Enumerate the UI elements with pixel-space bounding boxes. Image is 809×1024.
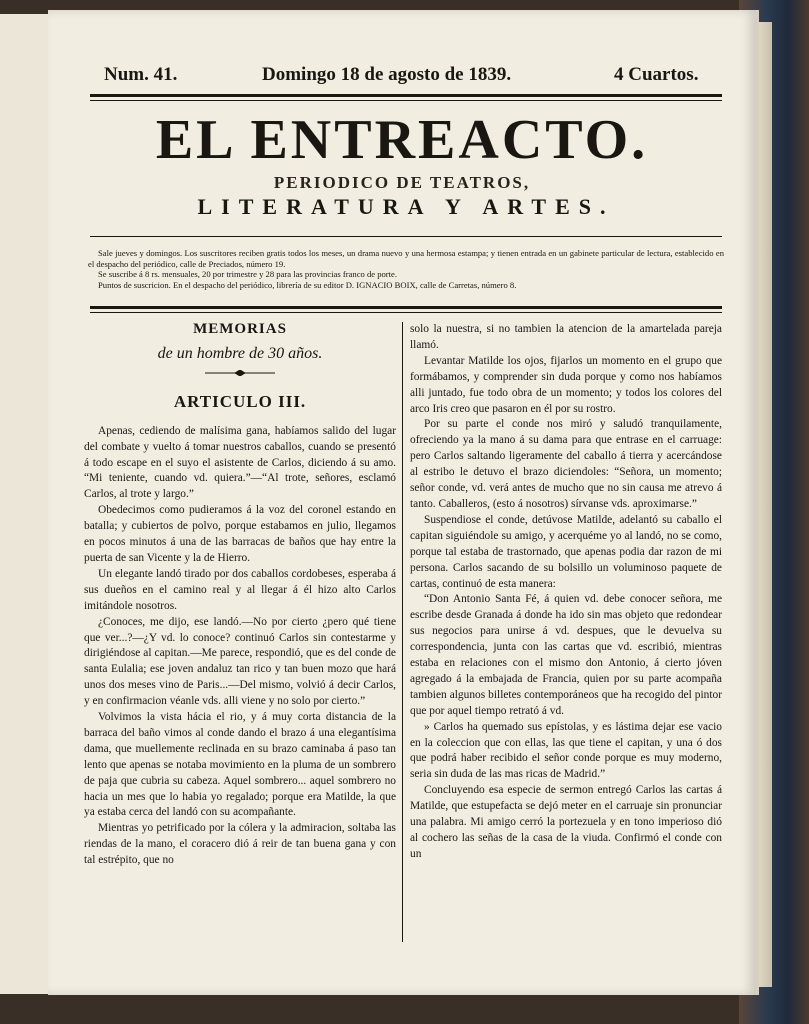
issue-price: 4 Cuartos. (614, 64, 699, 85)
article-heading: de un hombre de 30 años. (157, 344, 323, 362)
notice-line: Se suscribe á 8 rs. mensuales, 20 por trimestre y 28 para las provincias franco de porte. (98, 269, 398, 279)
paragraph: Apenas, cediendo de malísima gana, habíamos salido del lugar del combate y vuelto á tomar nuestros caballos, cuando se presentó á todo escape en el suyo el asistente de Carlos, diciendo á su amo. “Mi teniente, cuando vd. quiera.”—“Al trote, señores, esclamó Carlos, al trote y largo.” (84, 424, 396, 501)
masthead-title: EL ENTREACTO. (155, 109, 649, 171)
notice-line: Puntos de suscricion. En el despacho del periódico, librería de su editor D. IGNACIO BOIX, calle de Carretas, número 8. (98, 279, 517, 290)
paragraph: ¿Conoces, me dijo, ese landó.—No por cierto ¿pero qué tiene que ver...?—¿Y vd. lo conoce? continuó Carlos sin contestarme y dirigiéndose al capitan.—Me parece, respondió, que es del conde de santa Eulalia; ese joven andaluz tan rico y tan buen mozo que hará unos dos meses vino de Paris...—Del mismo, volvió á decir Carlos, y en confirmacion véanle vds. alli viene y no solo por cierto.” (84, 615, 396, 708)
paragraph: Un elegante landó tirado por dos caballos cordobeses, esperaba á sus dueños en el camino real y al llegar á él hizo alto Carlos imitándole nosotros. (84, 567, 396, 612)
paragraph: Levantar Matilde los ojos, fijarlos un momento en el grupo que formábamos, y comprender sin duda porque y como nos habíamos alli juntado, fue todo obra de un momento; y todos los colores del arco Iris creo que pasaron en él por su rostro. (410, 354, 722, 415)
header-rule-thin (90, 100, 722, 101)
issue-number: Num. 41. (104, 64, 178, 85)
paragraph: Mientras yo petrificado por la cólera y la admiracion, soltaba las riendas de la mano, el coracero dió á reir de tan buena gana y con tal estrépito, que no (84, 822, 396, 867)
right-column (410, 322, 722, 863)
paragraph: Obedecimos como pudieramos á la voz del coronel estando en batalla; y cubiertos de polvo, porque estabamos en julio, llegamos en pocos minutos á una de las barracas de baños que hay entre la puerta de san Vicente y la de Hierro. (84, 504, 396, 564)
section-title: MEMORIAS (193, 321, 287, 337)
paragraph: “Don Antonio Santa Fé, á quien vd. debe conocer señora, me escribe desde Granada á donde ha ido sin mas objeto que redondear sus negocios para unirse á vd. despues, que le devuelva su correspondencia, junta con las cartas que vd. escribió, mientras estaba en relaciones con el mismo don Antonio, á cierto jóven agregado á la embajada de Francia, quien por su parte acompaña tambien algunos billetes contemporáneos que ha recogido del pintor que por aquel tiempo retrató á vd. (410, 593, 722, 717)
paragraph: Concluyendo esa especie de sermon entregó Carlos las cartas á Matilde, que estupefacta se dejó meter en el carruaje sin pronunciar una palabra. Mi amigo cerró la portezuela y en tono imperioso dió al cochero las señas de la casa de la viuda. Confirmó el conde con un (410, 784, 722, 860)
facing-page-edge (0, 14, 49, 994)
masthead-subtitle-arts: LITERATURA Y ARTES. (197, 194, 615, 219)
chapter-title: ARTICULO III. (173, 391, 307, 411)
issue-date: Domingo 18 de agosto de 1839. (262, 64, 512, 85)
paragraph: Suspendiose el conde, detúvose Matilde, adelantó su caballo el capitan siguiéndole su amigo, y acerquéme yo al landó, no se como, porque tal estaba de trastornado, que apenas podia dar razon de mi persona. Carlos sacando de su bolsillo un voluminoso paquete de cartas, continuó de esta manera: (410, 513, 722, 590)
left-column (84, 322, 396, 869)
notice-rule-thin (90, 312, 722, 313)
paragraph: » Carlos ha quemado sus epístolas, y es lástima dejar ese vacio en la coleccion que con ellas, las que tiene el capitan, y una ó dos que podrá haber recibido el señor conde porque es muy moderno, seria sin duda de las mas ricas de Madrid.” (410, 720, 722, 781)
header-rule-top (90, 94, 722, 97)
ornament-divider (205, 370, 275, 376)
paragraph: Por su parte el conde nos miró y saludó tranquilamente, ofreciendo ya la mano á su dama para que entrase en el carruage: pero Carlos saltando ligeramente del caballo á tierra y acercándose al estribo le detuvo el brazo diciendoles: “Señora, un momento; señor conde, vd. verá antes de mucho que no sin causa me atrevo á tanto. Caballeros, (esto á nosotros) sírvanse vds. aproximarse.” (410, 418, 722, 510)
issue-line (58, 64, 718, 90)
notice-rule (90, 306, 722, 309)
paragraph: solo la nuestra, si no tambien la atencion de la amartelada pareja llamó. (410, 323, 722, 351)
masthead-rule (90, 236, 722, 237)
column-divider (402, 322, 403, 942)
paragraph: Volvimos la vista hácia el rio, y á muy corta distancia de la barraca del baño vimos al conde dando el brazo á una elegantísima dama, que muellemente reclinada en su brazo caminaba á paso tan lento que apenas se notaba movimiento en la pluma de un sombrero de paja que cubria su cabeza. Aquel sombrero... aquel sombrero no hacia un mes que lo habia yo regalado; porque era Matilde, la que ya estaba cerca del landó con su acompañante. (84, 711, 396, 819)
notice-line: Sale jueves y domingos. Los suscritores reciben gratis todos los meses, un drama nuevo y una hermosa estampa; y tienen entrada en un gabinete particular de lectura, establecido en el despacho del periódico, calle de Preciados, número 19. (88, 248, 724, 269)
masthead-subtitle: PERIODICO DE TEATROS, (273, 173, 531, 192)
subscription-notice (88, 248, 724, 290)
